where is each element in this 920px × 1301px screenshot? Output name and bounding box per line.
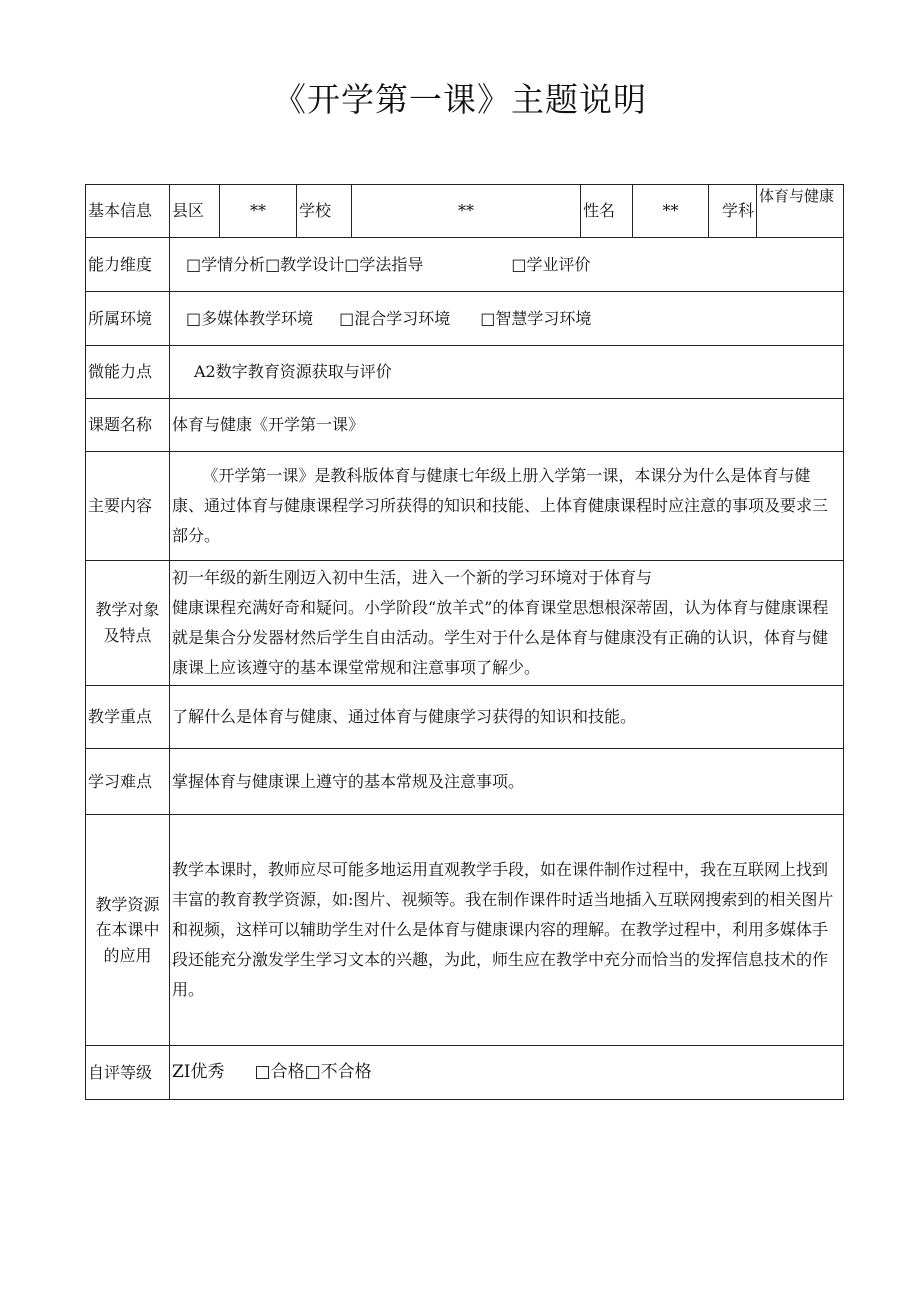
rating-option-excellent[interactable]: ZI优秀 xyxy=(172,1061,225,1082)
name-label: 性名 xyxy=(581,185,633,238)
env-option-multimedia[interactable]: □多媒体教学环境 xyxy=(186,308,314,328)
row-learning-difficulty xyxy=(86,749,844,815)
ability-option-evaluation[interactable]: □学业评价 xyxy=(511,254,591,274)
env-option-smart[interactable]: □智慧学习环境 xyxy=(480,308,592,328)
ability-option-design[interactable]: □教学设计 xyxy=(265,254,345,274)
basic-info-label: 基本信息 xyxy=(86,185,170,238)
row-micro-ability xyxy=(86,346,844,399)
subject-value: 体育与健康 xyxy=(757,185,844,238)
learning-difficulty-value: 掌握体育与健康课上遵守的基本常规及注意事项。 xyxy=(170,749,844,815)
row-self-rating xyxy=(86,1046,844,1100)
env-option-blended[interactable]: □混合学习环境 xyxy=(339,308,451,328)
ability-option-guidance[interactable]: □学法指导 xyxy=(344,254,424,274)
name-value: ** xyxy=(633,185,709,238)
subject-label: 学科 xyxy=(709,185,757,238)
ability-option-analysis[interactable]: □学情分析 xyxy=(186,254,266,274)
environment-label: 所属环境 xyxy=(86,292,170,346)
county-label: 县区 xyxy=(170,185,220,238)
page-title: 《开学第一课》主题说明 xyxy=(273,80,647,119)
micro-ability-label: 微能力点 xyxy=(86,346,170,399)
ability-label: 能力维度 xyxy=(86,238,170,292)
row-main-content xyxy=(86,452,844,561)
county-value: ** xyxy=(220,185,297,238)
row-ability xyxy=(86,238,844,292)
teaching-focus-value: 了解什么是体育与健康、通过体育与健康学习获得的知识和技能。 xyxy=(170,686,844,749)
rating-option-pass[interactable]: □合格 xyxy=(254,1061,305,1082)
school-value: ** xyxy=(352,185,581,238)
audience-line-2: 健康课程充满好奇和疑问。小学阶段“放羊式”的体育课堂思想根深蒂固，认为体育与健康课程就是集合分发器材然后学生自由活动。学生对于什么是体育与健康没有正确的认识，体育与健康课上应该遵守的基本课堂常规和注意事项了解少。 xyxy=(172,598,829,677)
course-name-value: 体育与健康《开学第一课》 xyxy=(170,399,844,452)
audience-label: 教学对象及特点 xyxy=(86,561,170,686)
main-content-label: 主要内容 xyxy=(86,452,170,561)
row-basic-info xyxy=(86,185,844,238)
audience-value xyxy=(170,561,844,686)
audience-line-1: 初一年级的新生刚迈入初中生活，进入一个新的学习环境对于体育与 xyxy=(172,568,653,587)
row-resources xyxy=(86,815,844,1046)
row-audience xyxy=(86,561,844,686)
learning-difficulty-label: 学习难点 xyxy=(86,749,170,815)
row-teaching-focus xyxy=(86,686,844,749)
resources-value: 教学本课时，教师应尽可能多地运用直观教学手段，如在课件制作过程中，我在互联网上找到丰富的教育教学资源，如:图片、视频等。我在制作课件时适当地插入互联网搜索到的相关图片和视频，这样可以辅助学生对什么是体育与健康课内容的理解。在教学过程中，利用多媒体手段还能充分激发学生学习文本的兴趣，为此，师生应在教学中充分而恰当的发挥信息技术的作用。 xyxy=(170,815,844,1046)
course-name-label: 课题名称 xyxy=(86,399,170,452)
main-content-value: 《开学第一课》是教科版体育与健康七年级上册入学第一课，本课分为什么是体育与健康、通过体育与健康课程学习所获得的知识和技能、上体育健康课程时应注意的事项及要求三部分。 xyxy=(170,452,844,561)
micro-ability-value: A2数字教育资源获取与评价 xyxy=(170,346,844,399)
row-environment xyxy=(86,292,844,346)
school-label: 学校 xyxy=(297,185,352,238)
resources-label: 教学资源在本课中的应用 xyxy=(86,815,170,1046)
self-rating-label: 自评等级 xyxy=(86,1046,170,1100)
lesson-info-table xyxy=(85,184,844,1100)
rating-option-fail[interactable]: □不合格 xyxy=(304,1061,372,1082)
environment-options xyxy=(170,292,844,346)
teaching-focus-label: 教学重点 xyxy=(86,686,170,749)
row-course-name xyxy=(86,399,844,452)
self-rating-options xyxy=(170,1046,844,1100)
ability-options xyxy=(170,238,844,292)
